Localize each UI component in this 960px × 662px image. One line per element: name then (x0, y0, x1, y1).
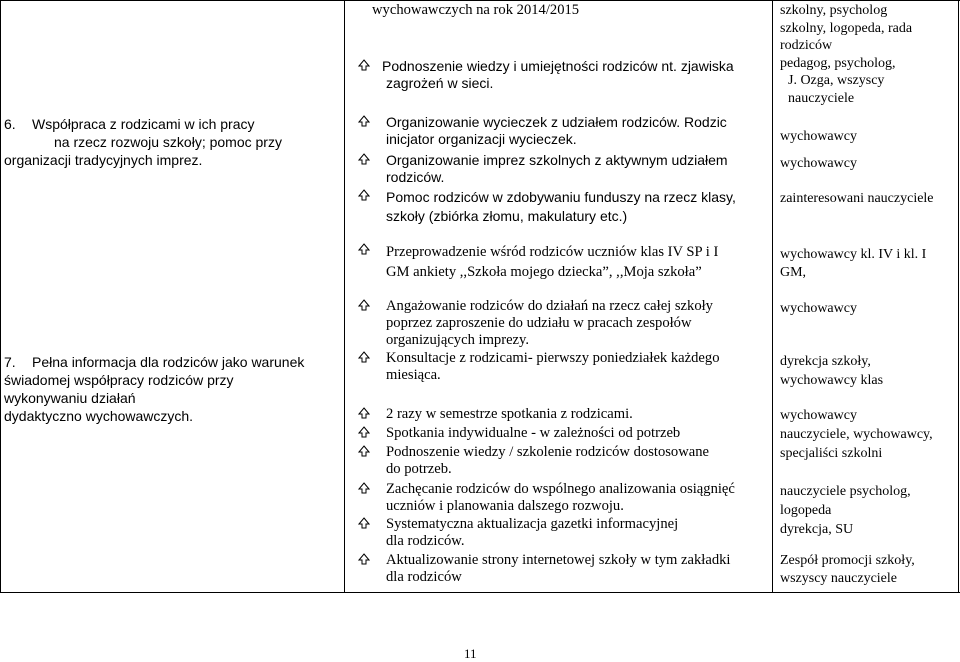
bullet-item (358, 242, 768, 282)
responsible-r2 (780, 128, 857, 145)
arrow-bullet-icon (358, 351, 370, 363)
table-border-left (0, 0, 1, 593)
row6-number: 6. (4, 116, 16, 132)
bullet-line: rodziców. (386, 169, 445, 185)
row7-line: dydaktyczno wychowawczych. (4, 408, 194, 424)
responsible-line: dyrekcja, SU (780, 522, 854, 537)
arrow-bullet-icon (358, 553, 370, 565)
arrow-bullet-icon (358, 59, 370, 71)
table-border-col1 (344, 0, 345, 593)
responsible-line: wychowawcy (780, 408, 857, 423)
arrow-bullet-icon (358, 426, 370, 438)
row7-number: 7. (4, 354, 16, 370)
table-border-bottom (0, 592, 960, 593)
responsible-line: zainteresowani nauczyciele (780, 191, 934, 206)
bullet-line: zagrożeń w sieci. (386, 75, 494, 91)
responsible-r9 (780, 482, 911, 539)
page-number: 11 (464, 646, 477, 661)
bullet-item (358, 444, 768, 478)
responsible-line: wychowawcy (780, 129, 857, 144)
table-border-right (958, 0, 959, 593)
arrow-bullet-icon (358, 115, 370, 127)
responsible-line: rodziców (780, 38, 833, 54)
bullet-line: Konsultacje z rodzicami- pierwszy poniedziałek każdego (386, 350, 720, 366)
responsible-line: logopeda (780, 503, 832, 518)
responsible-r8 (780, 406, 933, 463)
bullet-line: Organizowanie imprez szkolnych z aktywnym udziałem (386, 152, 728, 168)
bullet-line: dla rodziców. (386, 533, 465, 549)
row7-line: Pełna informacja dla rodziców jako warunek (32, 354, 305, 370)
arrow-bullet-icon (358, 517, 370, 529)
responsible-line: GM, (780, 265, 807, 280)
bullet-line: Pomoc rodziców w zdobywaniu funduszy na rzecz klasy, (386, 189, 736, 205)
bullet-item (358, 350, 768, 384)
arrow-bullet-icon (358, 299, 370, 311)
responsible-line: Zespół promocji szkoły, (780, 553, 915, 568)
responsible-r1 (780, 2, 956, 108)
bullet-item (358, 58, 768, 92)
bullet-line: GM ankiety ,,Szkoła mojego dziecka”, ,,Moja szkoła” (386, 264, 702, 280)
bullet-line: Podnoszenie wiedzy i umiejętności rodziców nt. zjawiska (382, 58, 734, 74)
col2-top-line (372, 2, 579, 19)
table-border-col2 (772, 0, 773, 593)
bullet-line: do potrzeb. (386, 461, 452, 477)
bullet-item (358, 552, 768, 586)
arrow-bullet-icon (358, 189, 370, 201)
row6-line: Współpraca z rodzicami w ich pracy (32, 116, 255, 132)
bullet-line: Aktualizowanie strony internetowej szkoły w tym zakładki (386, 552, 731, 568)
bullet-line: uczniów i planowania dalszego rozwoju. (386, 498, 624, 514)
responsible-line: nauczyciele (788, 90, 855, 106)
responsible-line: specjaliści szkolni (780, 446, 883, 461)
bullet-line: miesiąca. (386, 367, 441, 383)
bullet-line: Angażowanie rodziców do działań na rzecz całej szkoły (386, 298, 713, 314)
responsible-line: wychowawcy (780, 156, 857, 171)
bullet-item (358, 516, 768, 550)
bullet-item (358, 152, 768, 186)
responsible-line: szkolny, psycholog (780, 3, 888, 18)
bullet-item (358, 425, 768, 442)
bullet-line: Spotkania indywidualne - w zależności od potrzeb (386, 425, 681, 441)
bullet-item (358, 114, 768, 148)
responsible-r4 (780, 190, 934, 207)
bullet-line: szkoły (zbiórka złomu, makulatury etc.) (386, 208, 628, 224)
top-line-text: wychowawczych na rok 2014/2015 (372, 2, 580, 18)
row7-line: świadomej współpracy rodziców przy (4, 372, 234, 388)
arrow-bullet-icon (358, 153, 370, 165)
responsible-line: wychowawcy (780, 301, 857, 316)
responsible-line: dyrekcja szkoły, (780, 354, 871, 369)
responsible-line: wychowawcy klas (780, 373, 884, 388)
bullet-line: 2 razy w semestrze spotkania z rodzicami. (386, 406, 633, 422)
responsible-line: pedagog, psycholog, (780, 55, 896, 71)
bullet-line: dla rodziców (386, 569, 462, 585)
responsible-r5 (780, 246, 926, 282)
responsible-line: nauczyciele, wychowawcy, (780, 427, 933, 442)
bullet-item (358, 188, 768, 226)
bullet-line: Przeprowadzenie wśród rodziców uczniów klas IV SP i I (386, 244, 719, 260)
responsible-r3 (780, 155, 857, 172)
responsible-r6 (780, 300, 857, 317)
responsible-line: szkolny, logopeda, rada (780, 20, 913, 36)
bullet-line: poprzez zaproszenie do udziału w pracach zespołów (386, 315, 692, 331)
responsible-r10 (780, 552, 915, 588)
responsible-line: wychowawcy kl. IV i kl. I (780, 247, 927, 262)
row7-line: wykonywaniu działań (4, 390, 136, 406)
arrow-bullet-icon (358, 445, 370, 457)
bullet-line: inicjator organizacji wycieczek. (386, 131, 577, 147)
responsible-line: J. Ozga, wszyscy (788, 73, 885, 89)
responsible-line: nauczyciele psycholog, (780, 484, 911, 499)
bullet-line: Systematyczna aktualizacja gazetki informacyjnej (386, 516, 679, 532)
arrow-bullet-icon (358, 407, 370, 419)
row6-line: organizacji tradycyjnych imprez. (4, 152, 203, 168)
arrow-bullet-icon (358, 243, 370, 255)
arrow-bullet-icon (358, 482, 370, 494)
bullet-line: Podnoszenie wiedzy / szkolenie rodziców dostosowane (386, 444, 710, 460)
responsible-line: wszyscy nauczyciele (780, 571, 897, 586)
row6-line: na rzecz rozwoju szkoły; pomoc przy (54, 134, 282, 150)
bullet-line: organizujących imprezy. (386, 332, 530, 348)
bullet-item (358, 481, 768, 515)
bullet-line: Zachęcanie rodziców do wspólnego analizowania osiągnięć (386, 481, 735, 497)
bullet-item (358, 298, 768, 349)
responsible-r7 (780, 352, 883, 390)
bullet-item (358, 406, 768, 423)
table-border-top (0, 0, 960, 1)
bullet-line: Organizowanie wycieczek z udziałem rodziców. Rodzic (386, 114, 727, 130)
